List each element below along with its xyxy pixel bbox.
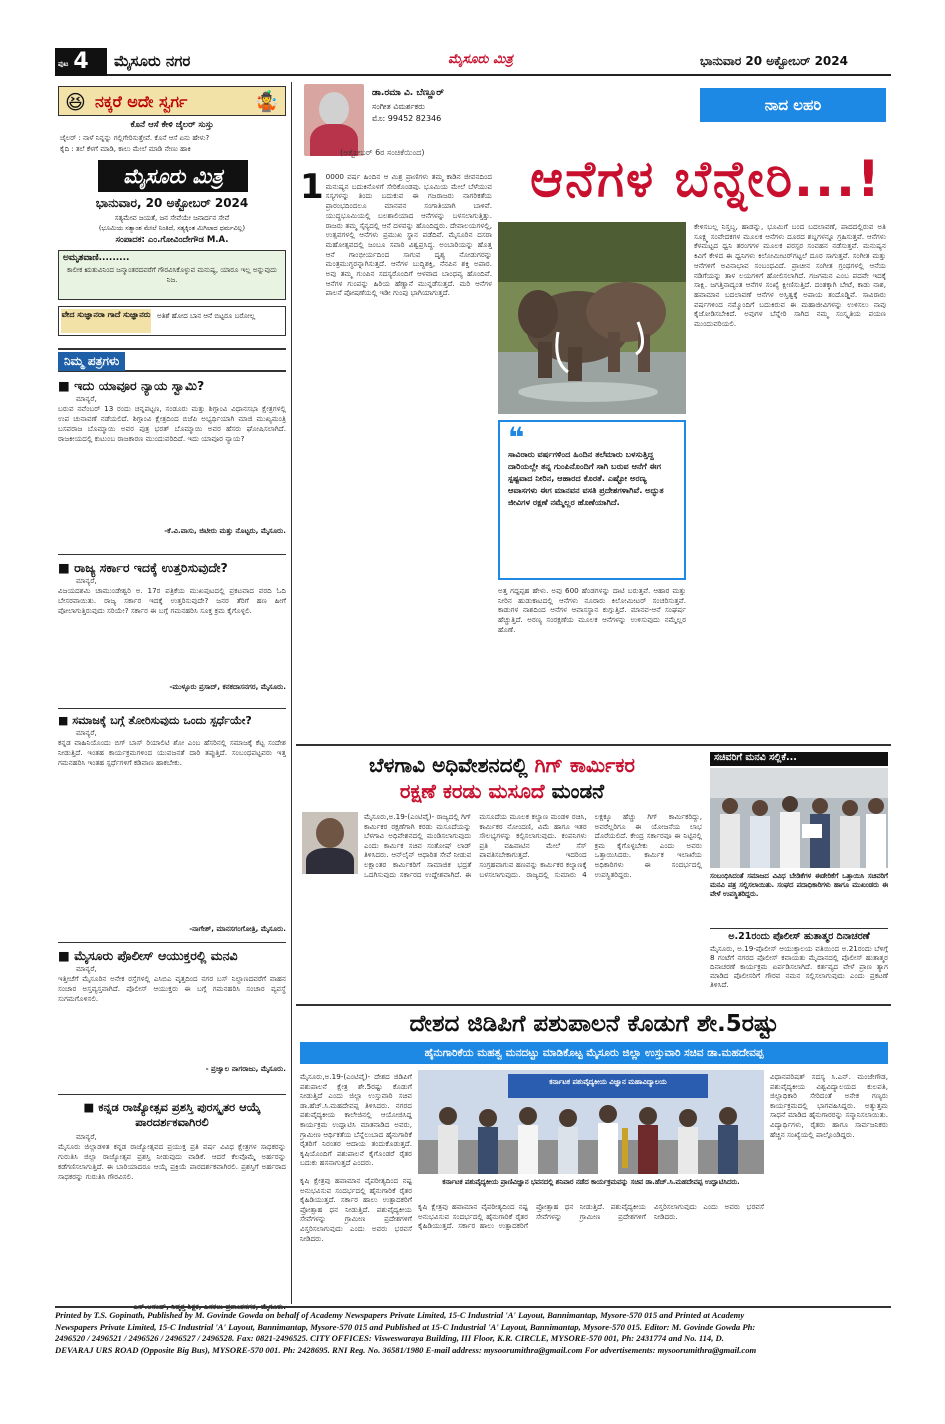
author-photo (304, 84, 364, 156)
humor-banner (58, 86, 286, 116)
letter-2 (58, 560, 286, 692)
section-divider (296, 744, 891, 746)
divider (58, 1094, 286, 1095)
gig-body: ಮೈಸೂರು,ಅ.19-(ಎಂಟಿವೈ)- ರಾಜ್ಯದಲ್ಲಿ ಗಿಗ್ ಕಾರ್ಮಿಕರ ರಕ್ಷಣೆಗಾಗಿ ಕರಡು ಮಸೂದೆಯನ್ನು ಬೆಳಗಾವಿ ಅಧಿವೇಶನದಲ್ಲಿ ಮಂಡಿಸಲಾಗುವುದು ಎಂದು ಕಾರ್ಮಿಕ ಸಚಿವ ಸಂತೋಷ್ ಲಾಡ್ ತಿಳಿಸಿದರು. ಆನ್‌ಲೈನ್ ಆಧಾರಿತ ಸೇವೆ ನೀಡುವ ಲಕ್ಷಾಂತರ ಕಾರ್ಮಿಕರಿಗೆ ಸಾಮಾಜಿಕ ಭದ್ರತೆ ಒದಗಿಸುವುದು ಸರ್ಕಾರದ ಉದ್ದೇಶವಾಗಿದೆ. ಈ ಮಸೂದೆಯ ಮೂಲಕ ಕಲ್ಯಾಣ ಮಂಡಳಿ ರಚಿಸಿ, ಕಾರ್ಮಿಕರ ನೋಂದಣಿ, ವಿಮೆ ಹಾಗೂ ಇತರ ಸೌಲಭ್ಯಗಳನ್ನು ಕಲ್ಪಿಸಲಾಗುವುದು. ಕಂಪನಿಗಳು ಪ್ರತಿ ವಹಿವಾಟಿನ ಮೇಲೆ ಸೆಸ್ ಪಾವತಿಸಬೇಕಾಗುತ್ತದೆ. ಇದರಿಂದ ಸಂಗ್ರಹವಾಗುವ ಹಣವನ್ನು ಕಾರ್ಮಿಕರ ಕಲ್ಯಾಣಕ್ಕೆ ಬಳಸಲಾಗುವುದು. ರಾಜ್ಯದಲ್ಲಿ ಸುಮಾರು 4 ಲಕ್ಷಕ್ಕೂ ಹೆಚ್ಚು ಗಿಗ್ ಕಾರ್ಮಿಕರಿದ್ದು, ಅವರೆಲ್ಲರಿಗೂ ಈ ಯೋಜನೆಯ ಲಾಭ ದೊರೆಯಲಿದೆ. ಕೇಂದ್ರ ಸರ್ಕಾರವೂ ಈ ನಿಟ್ಟಿನಲ್ಲಿ ಕ್ರಮ ಕೈಗೊಳ್ಳಬೇಕು ಎಂದು ಅವರು ಒತ್ತಾಯಿಸಿದರು. ಕಾರ್ಮಿಕ ಇಲಾಖೆಯ ಅಧಿಕಾರಿಗಳು ಈ ಸಂದರ್ಭದಲ್ಲಿ ಉಪಸ್ಥಿತರಿದ್ದರು. (364, 812, 702, 879)
gdp-body-left: ಮೈಸೂರು,ಅ.19-(ಎಂಟಿವೈ)- ದೇಶದ ಜಿಡಿಪಿಗೆ ಪಶುಪಾಲನೆ ಕ್ಷೇತ್ರ ಶೇ.5ರಷ್ಟು ಕೊಡುಗೆ ನೀಡುತ್ತಿದೆ ಎಂದು ಜಿಲ್ಲಾ ಉಸ್ತುವಾರಿ ಸಚಿವ ಡಾ.ಹೆಚ್.ಸಿ.ಮಹದೇವಪ್ಪ ತಿಳಿಸಿದರು. ನಗರದ ಪಶುವೈದ್ಯಕೀಯ ಕಾಲೇಜಿನಲ್ಲಿ ಆಯೋಜಿಸಿದ್ದ ಕಾರ್ಯಕ್ರಮ ಉದ್ಘಾಟಿಸಿ ಮಾತನಾಡಿದ ಅವರು, ಗ್ರಾಮೀಣ ಆರ್ಥಿಕತೆಯ ಬೆನ್ನೆಲುಬಾದ ಹೈನುಗಾರಿಕೆ ರೈತರಿಗೆ ನಿರಂತರ ಆದಾಯ ತಂದುಕೊಡುತ್ತದೆ. ಕೃಷಿಯೊಂದಿಗೆ ಪಶುಪಾಲನೆ ಕೈಗೊಂಡರೆ ರೈತರ ಬದುಕು ಹಸನಾಗುತ್ತದೆ ಎಂದರು. (300, 1072, 412, 1168)
gig-headline-part-1: ಬೆಳಗಾವಿ ಅಧಿವೇಶನದಲ್ಲಿ (369, 753, 528, 777)
humor-heading: ನಕ್ಕರೆ ಅದೇ ಸ್ವರ್ಗ (95, 92, 188, 111)
gdp-body-left-cont: ಕೃಷಿ ಕ್ಷೇತ್ರವು ಹವಾಮಾನ ವೈಪರೀತ್ಯದಿಂದ ನಷ್ಟ ಅನುಭವಿಸುವ ಸಂದರ್ಭದಲ್ಲಿ ಹೈನುಗಾರಿಕೆ ರೈತರ ಕೈಹಿಡಿಯುತ್ತದೆ. ಸರ್ಕಾರ ಹಾಲು ಉತ್ಪಾದಕರಿಗೆ ಪ್ರೋತ್ಸಾಹ ಧನ ನೀಡುತ್ತಿದೆ. ಪಶುವೈದ್ಯಕೀಯ ಸೇವೆಗಳನ್ನು ಗ್ರಾಮೀಣ ಪ್ರದೇಶಗಳಿಗೆ ವಿಸ್ತರಿಸಲಾಗುವುದು ಎಂದು ಅವರು ಭರವಸೆ ನೀಡಿದರು. (300, 1176, 412, 1243)
letter-salutation: ಮಾನ್ಯರೆ, (76, 728, 97, 737)
imprint-line-2: Newspapers Private Limited, 15-C Industrial 'A' Layout, Bannimantap, Mysore-570 015 and Published at 15-C Industrial 'A' Layout, Bannimantap, Mysore-570 015. Editor: M. Govinde Gowda Ph: (55, 1321, 756, 1332)
letter-title: ■ ರಾಜ್ಯ ಸರ್ಕಾರ ಇದಕ್ಕೆ ಉತ್ತರಿಸುವುದೇ? (58, 560, 228, 575)
gig-headline-part-2: ಗಿಗ್ ಕಾರ್ಮಿಕರ (534, 753, 635, 777)
continued-note: (ಅಕ್ಟೋಬರ್ 6ರ ಸಂಚಿಕೆಯಿಂದ) (340, 148, 425, 157)
gdp-body-mid: ಕೃಷಿ ಕ್ಷೇತ್ರವು ಹವಾಮಾನ ವೈಪರೀತ್ಯದಿಂದ ನಷ್ಟ ಅನುಭವಿಸುವ ಸಂದರ್ಭದಲ್ಲಿ ಹೈನುಗಾರಿಕೆ ರೈತರ ಕೈಹಿಡಿಯುತ್ತದೆ. ಸರ್ಕಾರ ಹಾಲು ಉತ್ಪಾದಕರಿಗೆ ಪ್ರೋತ್ಸಾಹ ಧನ ನೀಡುತ್ತಿದೆ. ಪಶುವೈದ್ಯಕೀಯ ಸೇವೆಗಳನ್ನು ಗ್ರಾಮೀಣ ಪ್ರದೇಶಗಳಿಗೆ ವಿಸ್ತರಿಸಲಾಗುವುದು ಎಂದು ಅವರು ಭರವಸೆ ನೀಡಿದರು. (418, 1202, 764, 1231)
letter-3 (58, 714, 286, 934)
gdp-photo-caption: ಕರ್ನಾಟಕ ಪಶುವೈದ್ಯಕೀಯ ಪ್ರಾಣಿವಿಜ್ಞಾನ ಭವನದಲ್ಲಿ ಶನಿವಾರ ನಡೆದ ಕಾರ್ಯಕ್ರಮವನ್ನು ಸಚಿವ ಡಾ.ಹೆಚ್.ಸಿ.ಮಹದೇವಪ್ಪ ಉದ್ಘಾಟಿಸಿದರು. (442, 1178, 740, 1186)
letter-title: ■ ಮೈಸೂರು ಪೊಲೀಸ್ ಆಯುಕ್ತರಲ್ಲಿ ಮನವಿ (58, 948, 238, 963)
section-divider (296, 1004, 891, 1006)
letter-body: ಮೈಸೂರು ಜಿಲ್ಲಾಡಳಿತ ಕನ್ನಡ ರಾಜ್ಯೋತ್ಸವದ ಪ್ರಯುಕ್ತ ಪ್ರತಿ ವರ್ಷ ವಿವಿಧ ಕ್ಷೇತ್ರಗಳ ಸಾಧಕರನ್ನು ಗುರುತಿಸಿ ಜಿಲ್ಲಾ ರಾಜ್ಯೋತ್ಸವ ಪ್ರಶಸ್ತಿ ನೀಡುವುದು ವಾಡಿಕೆ. ಆದರೆ ಕೆಲವೊಮ್ಮೆ ಅರ್ಹರನ್ನು ಕಡೆಗಣಿಸಲಾಗುತ್ತಿದೆ. ಈ ಬಾರಿಯಾದರೂ ಆಯ್ಕೆ ಪ್ರಕ್ರಿಯೆ ಪಾರದರ್ಶಕವಾಗಿರಲಿ. ಪ್ರಶಸ್ತಿಗೆ ಅರ್ಹರಾದ ಸಾಧಕರನ್ನು ಗುರುತಿಸಿ ಗೌರವಿಸಲಿ. (58, 1142, 286, 1181)
feature-body-3: ಕೇಳಿಸಬಲ್ಲ ನಿಸ್ತಬ್ಧ, ಹಾಡನ್ನು, ಭೂಮಿಗೆ ಬಂದ ಬದಲಾವಣೆ, ಪಾದದಲ್ಲಿರುವ ಅತಿ ಸೂಕ್ಷ್ಮ ಸಂವೇದಕಗಳ ಮೂಲಕ ಆನೆಗಳು ದೂರದ ಶಬ್ದಗಳನ್ನೂ ಗ್ರಹಿಸುತ್ತವೆ. ಆನೆಗಳು ಕೆಳಮಟ್ಟದ ಧ್ವನಿ ತರಂಗಗಳ ಮೂಲಕ ಪರಸ್ಪರ ಸಂವಹನ ನಡೆಸುತ್ತವೆ. ಮನುಷ್ಯನ ಕಿವಿಗೆ ಕೇಳದ ಈ ಧ್ವನಿಗಳು ಕಿಲೋಮೀಟರ್‌ಗಟ್ಟಲೆ ದೂರ ಸಾಗುತ್ತವೆ. ಸಂಗೀತ ಮತ್ತು ಆನೆಗಳಿಗೆ ಅವಿನಾಭಾವ ಸಂಬಂಧವಿದೆ. ಪ್ರಾಚೀನ ಸಂಗೀತ ಗ್ರಂಥಗಳಲ್ಲಿ ಆನೆಯ ನಡಿಗೆಯನ್ನು ತಾಳ ಲಯಗಳಿಗೆ ಹೋಲಿಸಲಾಗಿದೆ. ಗಜಗಮನ ಎಂಬ ಪದವೇ ಇದಕ್ಕೆ ಸಾಕ್ಷಿ. ಜಗತ್ತಿನಾದ್ಯಂತ ಆನೆಗಳ ಸಂಖ್ಯೆ ಕ್ಷೀಣಿಸುತ್ತಿದೆ. ದಂತಕ್ಕಾಗಿ ಬೇಟೆ, ಕಾಡು ನಾಶ, ಹವಾಮಾನ ಬದಲಾವಣೆ ಆನೆಗಳ ಅಸ್ತಿತ್ವಕ್ಕೆ ಅಪಾಯ ತಂದೊಡ್ಡಿವೆ. ಸಾವಿರಾರು ವರ್ಷಗಳಿಂದ ನಮ್ಮೊಂದಿಗೆ ಬದುಕಿರುವ ಈ ಮಹಾಜೀವಿಗಳನ್ನು ಉಳಿಸಲು ನಾವು ಕೈಜೋಡಿಸಬೇಕಿದೆ. ಅವುಗಳ ಬೆನ್ನೇರಿ ಸಾಗಿದ ನಮ್ಮ ಸಂಸ್ಕೃತಿಯ ಪಯಣ ಮುಂದುವರಿಯಲಿ. (694, 222, 886, 329)
drop-cap: 1 (300, 167, 324, 207)
amrita-box (58, 250, 286, 300)
divider (58, 708, 286, 709)
police-body: ಮೈಸೂರು, ಅ.19-ಪೊಲೀಸ್ ಆಯುಕ್ತಾಲಯ ವತಿಯಿಂದ ಅ.21ರಂದು ಬೆಳಿಗ್ಗೆ 8 ಗಂಟೆಗೆ ನಗರದ ಪೊಲೀಸ್ ಕವಾಯತು ಮೈದಾನದಲ್ಲಿ ಪೊಲೀಸ್ ಹುತಾತ್ಮರ ದಿನಾಚರಣೆ ಕಾರ್ಯಕ್ರಮ ಏರ್ಪಡಿಸಲಾಗಿದೆ. ಕರ್ತವ್ಯದ ವೇಳೆ ಪ್ರಾಣ ತ್ಯಾಗ ಮಾಡಿದ ಪೊಲೀಸರಿಗೆ ಗೌರವ ನಮನ ಸಲ್ಲಿಸಲಾಗುವುದು ಎಂದು ಪ್ರಕಟಣೆ ತಿಳಿಸಿದೆ. (710, 944, 888, 989)
amrita-heading: ಅಮೃತವಾಣಿ......... (63, 253, 130, 263)
gdp-subhead: ಹೈನುಗಾರಿಕೆಯ ಮಹತ್ವ ಮನದಟ್ಟು ಮಾಡಿಕೊಟ್ಟ ಮೈಸೂರು ಜಿಲ್ಲಾ ಉಸ್ತುವಾರಿ ಸಚಿವ ಡಾ.ಮಹದೇವಪ್ಪ (300, 1042, 888, 1064)
letter-signature: -ನಾಗೇಶ್, ಮಾನಸಗಂಗೋತ್ರಿ, ಮೈಸೂರು. (189, 924, 286, 933)
veda-left: ವೇದ ಸುಜ್ಞಾನರಾ ಗಾದೆ ಸುಜ್ಞಾನರು (61, 309, 151, 333)
page-number: 4 (73, 49, 89, 74)
letter-1 (58, 378, 286, 536)
column-name-box: ನಾದ ಲಹರಿ (700, 88, 886, 122)
page-label: ಪುಟ (58, 60, 69, 68)
letter-body: ಕನ್ನಡ ವಾಹಿನಿಯೊಂದು ಬಿಗ್ ಬಾಸ್ ರಿಯಾಲಿಟಿ ಶೋ ಎಂಬ ಹೆಸರಿನಲ್ಲಿ ಸಮಾಜಕ್ಕೆ ಕೆಟ್ಟ ಸಂದೇಶ ನೀಡುತ್ತಿದೆ. ಇಂತಹ ಕಾರ್ಯಕ್ರಮಗಳಿಂದ ಯುವಜನತೆ ದಾರಿ ತಪ್ಪುತ್ತಿದೆ. ಸಂಬಂಧಪಟ್ಟವರು ಇತ್ತ ಗಮನಹರಿಸಿ ಇಂತಹ ಸ್ಪರ್ಧೆಗಳಿಗೆ ಕಡಿವಾಣ ಹಾಕಬೇಕು. (58, 738, 286, 767)
veda-box (58, 306, 286, 336)
letter-signature: - ಪ್ರಜ್ವಾಲ ನಾಗರಾಜು, ಮೈಸೂರು. (205, 1064, 286, 1073)
letter-5 (58, 1100, 286, 1312)
tagline-2: (ಭೂಮಿಯ ಸತ್ಯಾಂಶ ಮೇಲೆ ನಿಂತಿದೆ, ಸತ್ಯಕ್ಕಿಂತ ಮಿಗಿಲಾದ ಧರ್ಮವಿಲ್ಲ) (98, 224, 246, 232)
editor-line: ಸಂಪಾದಕ: ಎಂ.ಗೋವಿಂದೇಗೌಡ M.A. (115, 235, 229, 245)
gig-headline-line2a: ರಕ್ಷಣೆ ಕರಡು ಮಸೂದೆ (399, 779, 545, 803)
divider (58, 554, 286, 555)
nameplate-date: ಭಾನುವಾರ, 20 ಅಕ್ಟೋಬರ್ 2024 (95, 196, 249, 210)
imprint (55, 1310, 891, 1356)
letter-signature: -ಕೆ.ವಿ.ವಾಸು, ಜಿಟೀರು ಮತ್ತು ನೊಟ್ಟರು, ಮೈಸೂರು. (164, 526, 286, 535)
gig-headline-line2b: ಮಂಡನೆ (551, 779, 605, 803)
letter-body: ಬರುವ ನವೆಂಬರ್ 13 ರಂದು ಚನ್ನಪಟ್ಟಣ, ಸಂಡೂರು ಮತ್ತು ಶಿಗ್ಗಾಂವಿ ವಿಧಾನಸಭಾ ಕ್ಷೇತ್ರಗಳಲ್ಲಿ ಉಪ ಚುನಾವಣೆ ನಡೆಯಲಿದೆ. ಶಿಗ್ಗಾಂವಿ ಕ್ಷೇತ್ರದಿಂದ ಬಿಜೆಪಿ ಅಭ್ಯರ್ಥಿಯಾಗಿ ಮಾಜಿ ಮುಖ್ಯಮಂತ್ರಿ ಬಸವರಾಜ ಬೊಮ್ಮಾಯಿ ಅವರ ಪುತ್ರ ಭರತ್ ಬೊಮ್ಮಾಯಿ ಅವರ ಹೆಸರು ಘೋಷಿಸಲಾಗಿದೆ. ರಾಜಕೀಯದಲ್ಲಿ ಕುಟುಂಬ ರಾಜಕಾರಣ ಮುಂದುವರಿದಿದೆ. ಇದು ಯಾವೂರ ನ್ಯಾಯ? (58, 404, 286, 443)
feature-body-2: ಅತ್ತ ಗದ್ದಪ್ಪಹ ಹೇಳು. ಅವು 600 ಹೆಂಡಗಳನ್ನು ದಾಟಿ ಬರುತ್ತವೆ. ಆಹಾರ ಮತ್ತು ನೀರಿನ ಹುಡುಕಾಟದಲ್ಲಿ ಆನೆಗಳು ನೂರಾರು ಕಿಲೋಮೀಟರ್ ಸಂಚರಿಸುತ್ತವೆ. ಕಾಡುಗಳ ನಾಶದಿಂದ ಆನೆಗಳ ಆವಾಸಸ್ಥಾನ ಕುಗ್ಗುತ್ತಿದೆ. ಮಾನವ-ಆನೆ ಸಂಘರ್ಷ ಹೆಚ್ಚುತ್ತಿದೆ. ಅರಣ್ಯ ಸಂರಕ್ಷಣೆಯ ಮೂಲಕ ಆನೆಗಳನ್ನು ಉಳಿಸುವುದು ನಮ್ಮೆಲ್ಲರ ಹೊಣೆ. (498, 586, 686, 634)
masthead-date: ಭಾನುವಾರ 20 ಅಕ್ಟೋಬರ್ 2024 (700, 54, 848, 68)
letter-title: ■ ಕನ್ನಡ ರಾಜ್ಯೋತ್ಸವ ಪ್ರಶಸ್ತಿ ಪುರಸ್ಕೃತರ ಆಯ್ಕೆ ಪಾರದರ್ಶಕವಾಗಿರಲಿ (83, 1100, 261, 1129)
feature-col-1 (300, 167, 492, 740)
column-rule (291, 82, 292, 1304)
humor-line-2: ಕೈದಿ : ತಲೆ ಕೆಳಗೆ ಮಾಡಿ, ಕಾಲು ಮೇಲೆ ಮಾಡಿ ನೇಣು ಹಾಕಿ (60, 145, 191, 153)
letter-salutation: ಮಾನ್ಯರೆ, (76, 394, 97, 403)
police-heading: ಅ.21ರಂದು ಪೊಲೀಸ್ ಹುತಾತ್ಮರ ದಿನಾಚರಣೆ (710, 928, 888, 942)
masthead-paper-name: ಮೈಸೂರು ಮಿತ್ರ (448, 52, 513, 67)
letter-title: ■ ಇದು ಯಾವೂರ ನ್ಯಾಯ ಸ್ವಾಮಿ? (58, 378, 205, 393)
quote-mark-icon: ❝ (508, 421, 525, 454)
letter-title: ■ ಸಮಾಜಕ್ಕೆ ಬಗ್ಗೆ ತೋರಿಸುವುದು ಒಂದು ಸ್ಪರ್ಧೆಯೇ? (58, 714, 252, 727)
tagline-1: ಸತ್ಯಮೇವ ಜಯತೆ, ಜನ ಸೇವೆಯೇ ಜನಾರ್ದನ ಸೇವೆ (114, 214, 230, 222)
divider (58, 942, 286, 943)
gdp-body-right: ವಿಧಾನಪರಿಷತ್ ಸದಸ್ಯ ಸಿ.ಎನ್. ಮಂಜೇಗೌಡ, ಪಶುವೈದ್ಯಕೀಯ ವಿಶ್ವವಿದ್ಯಾಲಯದ ಕುಲಪತಿ, ಜಿಲ್ಲಾಧಿಕಾರಿ ಸೇರಿದಂತೆ ಅನೇಕ ಗಣ್ಯರು ಕಾರ್ಯಕ್ರಮದಲ್ಲಿ ಭಾಗವಹಿಸಿದ್ದರು. ಅತ್ಯುತ್ತಮ ಸಾಧನೆ ಮಾಡಿದ ಹೈನುಗಾರರನ್ನು ಸನ್ಮಾನಿಸಲಾಯಿತು. ವಿದ್ಯಾರ್ಥಿಗಳು, ರೈತರು ಹಾಗೂ ಸಾರ್ವಜನಿಕರು ಹೆಚ್ಚಿನ ಸಂಖ್ಯೆಯಲ್ಲಿ ಪಾಲ್ಗೊಂಡಿದ್ದರು. (770, 1072, 888, 1139)
letters-heading: ನಿಮ್ಮ ಪತ್ರಗಳು (58, 352, 125, 371)
page-number-box (55, 48, 107, 76)
section-title: ಮೈಸೂರು ನಗರ (114, 52, 191, 70)
letters-header (58, 348, 286, 372)
letter-salutation: ಮಾನ್ಯರೆ, (76, 576, 97, 585)
gig-headline (300, 752, 704, 804)
letter-body: ಇತ್ತೀಚೆಗೆ ಮೈಸೂರಿನ ಅನೇಕ ರಸ್ತೆಗಳಲ್ಲಿ ಎಸಿಬಿಎ ವೃತ್ತದಿಂದ ನಗರ ಬಸ್ ನಿಲ್ದಾಣದವರೆಗೆ ವಾಹನ ಸಂಚಾರ ಅಸ್ತವ್ಯಸ್ತವಾಗಿದೆ. ಪೊಲೀಸ್ ಆಯುಕ್ತರು ಈ ಬಗ್ಗೆ ಗಮನಹರಿಸಿ ಸಂಚಾರ ವ್ಯವಸ್ಥೆ ಸುಗಮಗೊಳಿಸಲಿ. (58, 974, 286, 1003)
letter-signature: -ಮುಳ್ಳೂರು ಪ್ರಸಾದ್, ಕನಕದಾಸನಗರ, ಮೈಸೂರು. (169, 682, 286, 691)
memorandum-caption: ಸಂಬಂಧಿಸಿದಂತೆ ಸಮಾಜದ ವಿವಿಧ ಬೇಡಿಕೆಗಳ ಈಡೇರಿಕೆಗೆ ಒತ್ತಾಯಿಸಿ ಸಚಿವರಿಗೆ ಮನವಿ ಪತ್ರ ಸಲ್ಲಿಸಲಾಯಿತು. ಸಂಘದ ಪದಾಧಿಕಾರಿಗಳು ಹಾಗೂ ಮುಖಂಡರು ಈ ವೇಳೆ ಉಪಸ್ಥಿತರಿದ್ದರು. (710, 872, 888, 898)
imprint-line-3: 2496520 / 2496521 / 2496526 / 2496527 / 2496528. Fax: 0821-2496525. CITY OFFICES: Visweswaraya Building, III Floor, K.R. CIRCLE, MYSORE-570 001, Ph: 2431774 and No. 114, D. (55, 1333, 724, 1343)
group-photo-illustration (710, 768, 888, 868)
letter-body: ವಿಜಯದಶಮಿ ಚಾಮುಂಡೇಶ್ವರಿ ಅ. 17ರ ಪತ್ರಿಕೆಯ ಮುಖಪುಟದಲ್ಲಿ ಪ್ರಕಟವಾದ ವರದಿ ಓದಿ ಬೇಸರವಾಯಿತು. ರಾಜ್ಯ ಸರ್ಕಾರ ಇದಕ್ಕೆ ಉತ್ತರಿಸುವುದೇ? ಜನರ ತೆರಿಗೆ ಹಣ ಹೀಗೆ ಪೋಲಾಗುತ್ತಿರುವುದು ಸರಿಯೇ? ಸರ್ಕಾರ ಈ ಬಗ್ಗೆ ಗಮನಹರಿಸಿ ಸೂಕ್ತ ಕ್ರಮ ಕೈಗೊಳ್ಳಲಿ. (58, 586, 286, 615)
memorandum-photo (710, 768, 888, 868)
brief-heading: ಸಚಿವರಿಗೆ ಮನವಿ ಸಲ್ಲಿಕೆ... (710, 752, 888, 766)
letter-4 (58, 948, 286, 1074)
pull-quote-text: ಸಾವಿರಾರು ವರ್ಷಗಳಿಂದ ಹಿಂದಿನ ತಲೆಮಾರು ಬಳಸುತ್ತಿದ್ದ ದಾರಿಯಲ್ಲೇ ತನ್ನ ಗುಂಪಿನೊಂದಿಗೆ ಸಾಗಿ ಬರುವ ಆನೆಗೆ ಈಗ ಸ್ಪಷ್ಟವಾದ ನೀರಿನ, ಆಹಾರದ ಕೊರತೆ. ಎಷ್ಟೋ ಅರಣ್ಯ ಆವಾಸಗಳು ಈಗ ಮಾನವನ ವಸತಿ ಪ್ರದೇಶಗಳಾಗಿವೆ. ಅದ್ಭುತ ಜೀವಿಗಳ ರಕ್ಷಣೆ ನಮ್ಮೆಲ್ಲರ ಹೊಣೆಯಾಗಿದೆ. (508, 449, 664, 507)
feature-body-1: 0000 ವರ್ಷ ಹಿಂದಿನ ಆ ಮಿಶ್ರ ಪ್ರಾಣಿಗಳು ತಮ್ಮ ಕಾಡಿನ ಜೀವನದಿಂದ ಮನುಷ್ಯನ ಬದುಕಿನೊಳಗೆ ಸೇರಿಕೊಂಡವು. ಭೂಮಿಯ ಮೇಲೆ ಬೆಳೆಯುವ ಸಸ್ಯಗಳನ್ನು ತಿಂದು ಬದುಕುವ ಈ ಗಜರಾಜರು ನಾಗರಿಕತೆಯ ಪ್ರಾರಂಭದಿಂದಲೂ ಮಾನವನ ಸಂಗಾತಿಯಾಗಿ ಬಾಳಿವೆ. ಯುದ್ಧಭೂಮಿಯಲ್ಲಿ ಬಲಶಾಲಿಯಾದ ಆನೆಗಳನ್ನು ಬಳಸಲಾಗುತ್ತಿತ್ತು. ರಾಜರು ತಮ್ಮ ಸೈನ್ಯದಲ್ಲಿ ಆನೆ ದಳವನ್ನು ಹೊಂದಿದ್ದರು. ದೇವಾಲಯಗಳಲ್ಲಿ, ಉತ್ಸವಗಳಲ್ಲಿ ಆನೆಗಳು ಪ್ರಮುಖ ಸ್ಥಾನ ಪಡೆದಿವೆ. ಮೈಸೂರಿನ ದಸರಾ ಮಹೋತ್ಸವದಲ್ಲಿ ಜಂಬೂ ಸವಾರಿ ವಿಶ್ವಪ್ರಸಿದ್ಧ. ಅಂಬಾರಿಯನ್ನು ಹೊತ್ತ ಆನೆ ಗಾಂಭೀರ್ಯದಿಂದ ಸಾಗುವ ದೃಶ್ಯ ನೋಡುಗರನ್ನು ಮಂತ್ರಮುಗ್ಧರನ್ನಾಗಿಸುತ್ತದೆ. ಆನೆಗಳ ಬುದ್ಧಿಶಕ್ತಿ, ನೆನಪಿನ ಶಕ್ತಿ ಅಪಾರ. ಅವು ತಮ್ಮ ಗುಂಪಿನ ಸದಸ್ಯರೊಂದಿಗೆ ಆಳವಾದ ಬಾಂಧವ್ಯ ಹೊಂದಿವೆ. ಆನೆಗಳ ಗುಂಪನ್ನು ಹಿರಿಯ ಹೆಣ್ಣಾನೆ ಮುನ್ನಡೆಸುತ್ತದೆ. ಮರಿ ಆನೆಗಳ ಪಾಲನೆ ಪೋಷಣೆಯಲ್ಲಿ ಇಡೀ ಗುಂಪು ಭಾಗಿಯಾಗುತ್ತದೆ. (325, 172, 492, 298)
cartoon-icon: 🤹 (254, 89, 279, 113)
feature-headline: ಆನೆಗಳ ಬೆನ್ನೇರಿ...! (530, 150, 882, 208)
elephant-illustration (498, 222, 686, 414)
author-name: ಡಾ.ರಮಾ ವಿ. ಬೆಣ್ಣೂರ್ (372, 88, 444, 98)
nameplate: ಮೈಸೂರು ಮಿತ್ರ (98, 160, 248, 192)
gdp-headline: ದೇಶದ ಜಿಡಿಪಿಗೆ ಪಶುಪಾಲನೆ ಕೊಡುಗೆ ಶೇ.5ರಷ್ಟು (409, 1011, 779, 1037)
author-phone: ಮೊ: 99452 82346 (372, 114, 442, 123)
pull-quote (498, 420, 686, 580)
letter-salutation: ಮಾನ್ಯರೆ, (76, 964, 97, 973)
veda-right: ಅತಿಶೆ ಹೋದ ಬಾನ ಆನೆ ಬಿಟ್ಟರೂ ಬರೋಲ್ಲ (157, 312, 256, 320)
amrita-text: ಕಾಲೀಕ ಋತುವಿನಿಂದ ಜನ್ಮಾಂತರದವರೆಗೆ ಗೌರವಿಸಿಕೊಳ್ಳುವ ಮನುಷ್ಯ, ಯಾರೂ ಇಲ್ಲ ಅನ್ನುವುದು ನಿಜ. (67, 266, 277, 284)
gdp-photo (418, 1070, 764, 1174)
laughing-face-icon: 😆 (65, 90, 86, 114)
humor-line-1: ಜೈಲರ್ : ನಾಳೆ ನಿನ್ನನ್ನು ಗಲ್ಲಿಗೇರಿಸುತ್ತೇವೆ. ಕೊನೆ ಆಸೆ ಏನು ಹೇಳು? (60, 134, 210, 142)
minister-photo (302, 812, 358, 874)
imprint-line-1: Printed by T.S. Gopinath, Published by M. Govinde Gowda on behalf of Academy Newspapers Private Limited, 15-C Industrial 'A' Layout, Bannimantap, Mysore-570 015 and Printed at Academy (55, 1310, 745, 1320)
elephant-photo (498, 222, 686, 414)
imprint-line-4: DEVARAJ URS ROAD (Opposite Big Bus), MYSORE-570 001. Ph: 2428695. RNI Reg. No. 36581/1980 E-mail address: mysoorumithra@gmail.com For advertisements: mysoorumithra@gmail.com (55, 1344, 757, 1355)
letter-salutation: ಮಾನ್ಯರೆ, (76, 1132, 97, 1141)
author-role: ಸಂಗೀತ ವಿಮರ್ಶಕರು (372, 102, 425, 111)
imprint-rule (55, 1306, 891, 1308)
humor-subtitle: ಕೊನೆ ಆಸೆ ಕೇಳಿ ಜೈಲರ್ ಸುಸ್ತು (130, 120, 214, 130)
photo-banner: ಕರ್ನಾಟಕ ಪಶುವೈದ್ಯಕೀಯ ವಿಜ್ಞಾನ ಮಹಾವಿದ್ಯಾಲಯ (549, 1078, 667, 1086)
